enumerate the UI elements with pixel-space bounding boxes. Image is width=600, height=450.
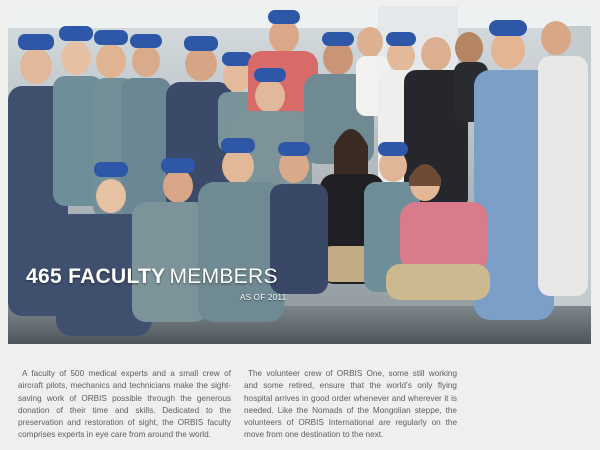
members-word: MEMBERS: [169, 265, 278, 288]
as-of-date: AS OF 2011: [240, 293, 287, 302]
paragraph-left: A faculty of 500 medical experts and a small crew of aircraft pilots, mechanics and technicians make the sight-saving work of ORBIS possible through the generous donation of their time and skills. Dedicated to the preservation and restoration of sight, the ORBIS faculty comprises experts in eye care from around the world.: [18, 369, 231, 440]
faculty-count: 465: [26, 265, 62, 288]
faculty-word: FACULTY: [68, 265, 166, 288]
group-photo-illustration: [8, 6, 591, 344]
paragraph-right: The volunteer crew of ORBIS One, some still working and some retired, ensure that the world’s only flying hospital arrives in good order whenever and wherever it is needed. Like the Nomads of the Mongolian steppe, the volunteers of ORBIS International are regularly on the move from one destination to the next.: [244, 369, 457, 440]
faculty-headline: [26, 265, 278, 289]
group-photo: [8, 6, 591, 344]
